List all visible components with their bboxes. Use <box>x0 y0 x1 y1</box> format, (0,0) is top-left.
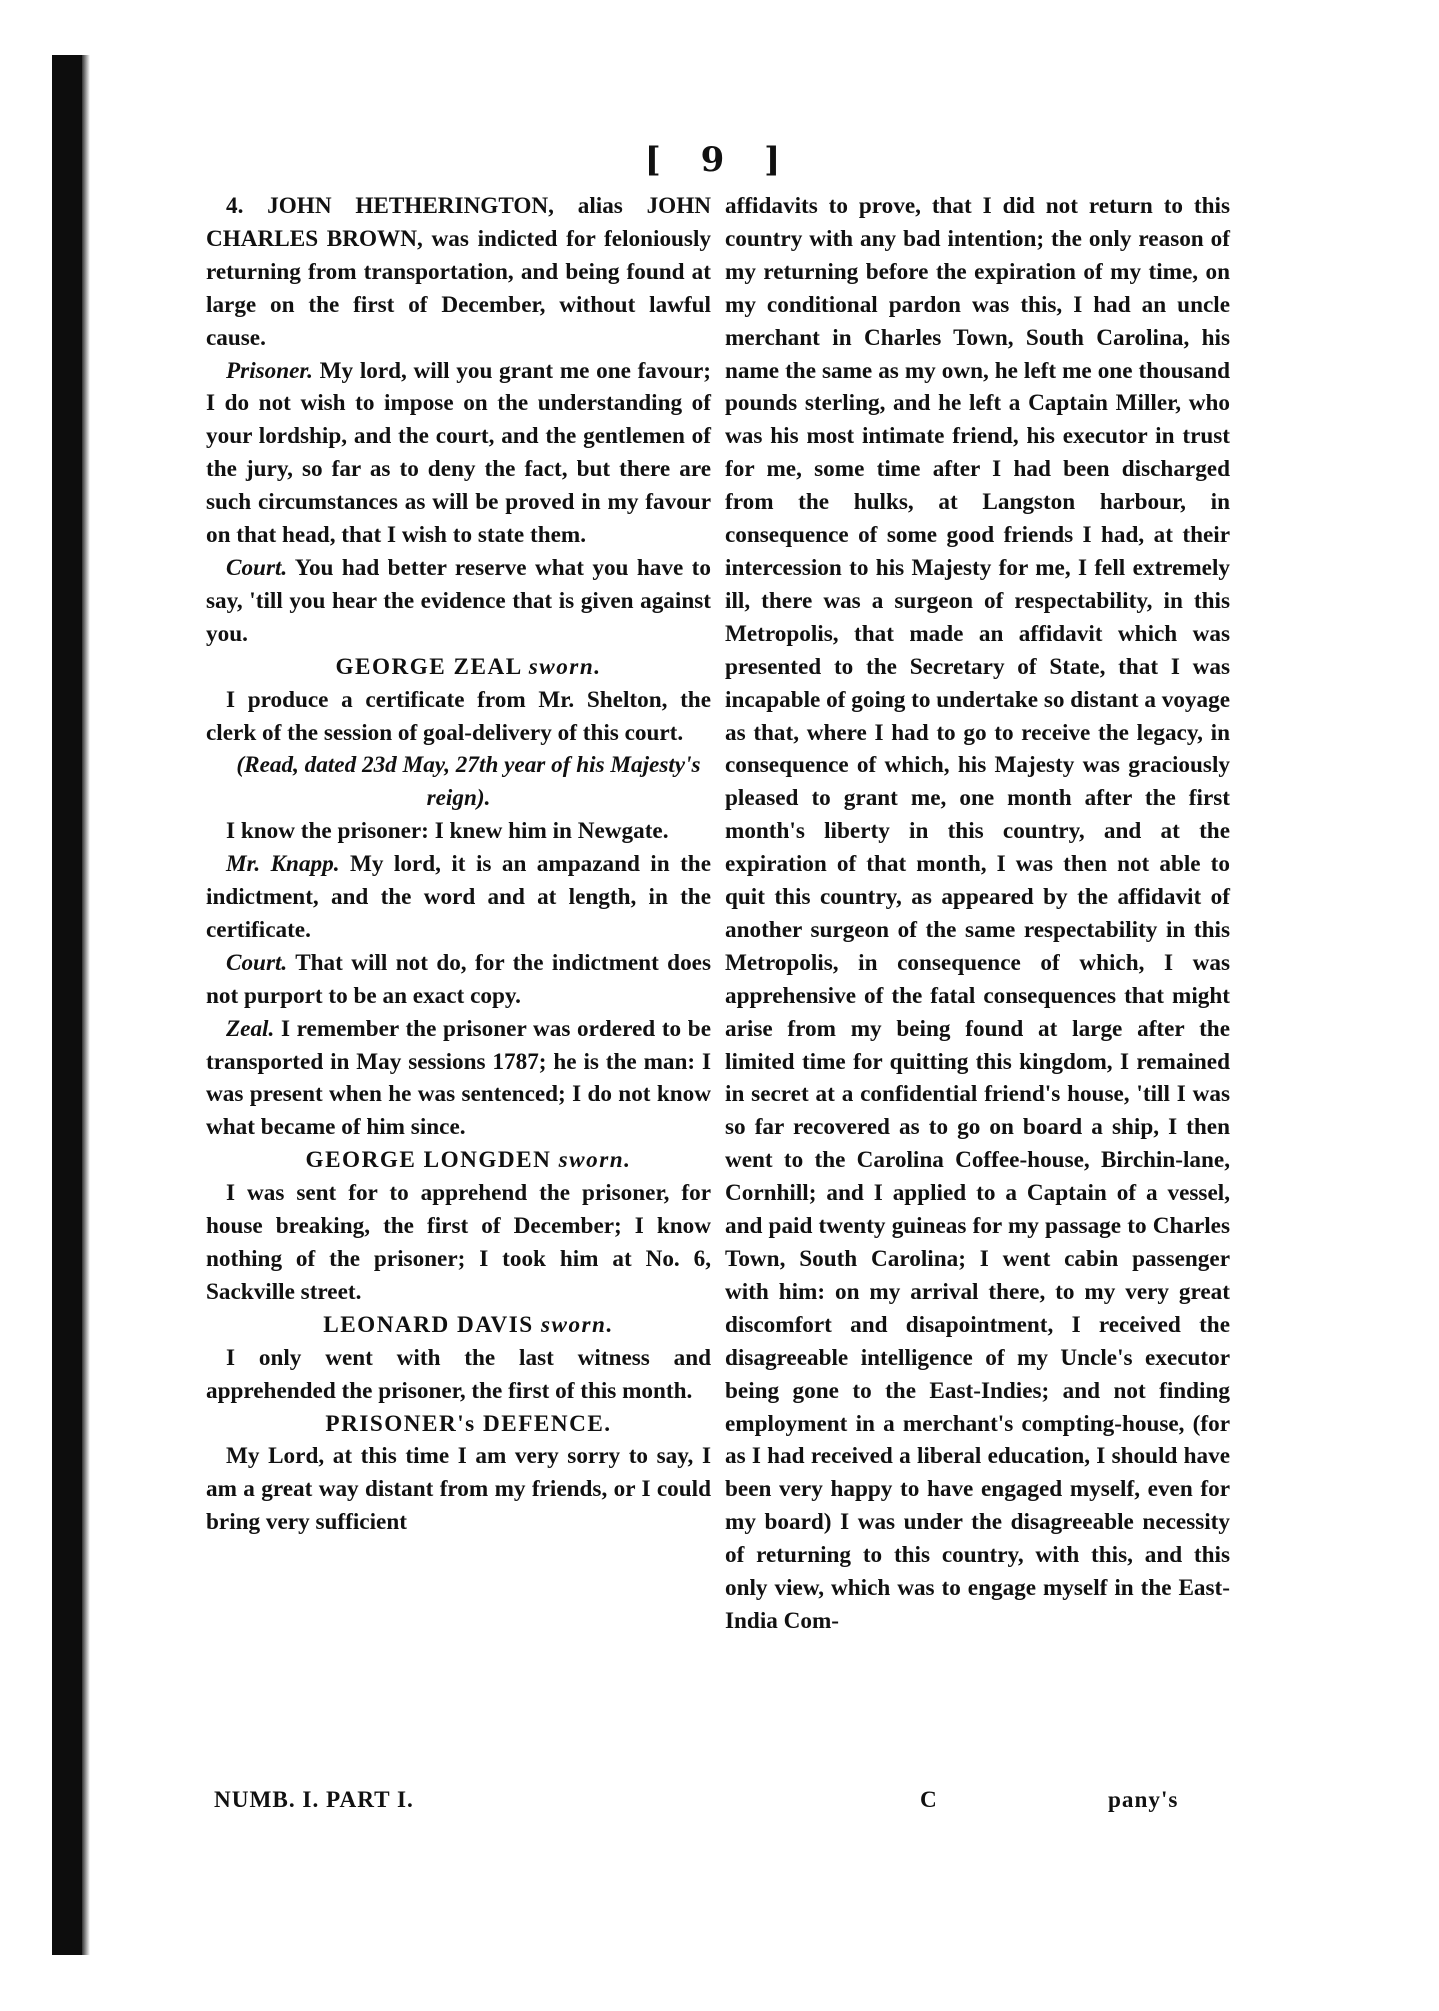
footer-catchword: pany's <box>1108 1787 1179 1813</box>
binding-shadow <box>82 55 90 1955</box>
speaker-name: Court. <box>226 949 288 976</box>
speech-text: That will not do, for the indictment does not purport to be an exact copy. <box>206 949 711 1009</box>
witness-heading <box>206 1408 711 1441</box>
text-paragraph: I produce a certificate from Mr. Shelton, the clerk of the session of goal-delivery of this court. <box>206 686 711 746</box>
speaker-name: Court. <box>226 554 288 581</box>
witness-heading <box>206 1144 711 1177</box>
text-paragraph: I know the prisoner: I knew him in Newgate. <box>226 818 669 845</box>
text-paragraph: My Lord, at this time I am very sorry to say, I am a great way distant from my friends, or I could bring very sufficient <box>206 1443 711 1536</box>
witness-name: GEORGE ZEAL <box>335 653 522 680</box>
footer-signature: C <box>920 1787 938 1813</box>
speech-paragraph <box>206 552 711 651</box>
witness-heading <box>206 1309 711 1342</box>
speech-paragraph <box>206 1013 711 1145</box>
right-column-text: affidavits to prove, that I did not return to this country with any bad intention; the only reason of my returning before the expiration of my time, on my conditional pardon was this, I had an uncle merchant in Charles Town, South Carolina, his name the same as my own, he left me one thousand pounds sterling, and he left a Captain Miller, who was his most intimate friend, his executor in trust for me, some time after I had been discharged from the hulks, at Langston harbour, in consequence of some good friends I had, at their intercession to his Majesty for me, I fell extremely ill, there was a surgeon of respectability, in this Metropolis, that made an affidavit which was presented to the Secretary of State, that I was incapable of going to undertake so distant a voyage as that, where I had to go to receive the legacy, in consequence of which, his Majesty was graciously pleased to grant me, one month after the first month's liberty in this country, and at the expiration of that month, I was then not able to quit this country, as appeared by the affidavit of another surgeon of the same respectability in this Metropolis, in consequence of which, I was apprehensive of the fatal consequences that might arise from my being found at large after the limited time for quitting this kingdom, I remained in secret at a confidential friend's house, 'till I was so far recovered as to go on board a ship, I then went to the Carolina Coffee-house, Birchin-lane, Cornhill; and I applied to a Captain of a vessel, and paid twenty guineas for my passage to Charles Town, South Carolina; I went cabin passenger with him: on my arrival there, to my very great discomfort and disapointment, I received the disagreeable intelligence of my Uncle's executor being gone to the East-Indies; and not finding employment in a merchant's compting-house, (for as I had received a liberal education, I should have been very happy to have engaged myself, even for my board) I was under the disagreeable necessity of returning to this country, with this, and this only view, which was to engage myself in the East-India Com- <box>725 193 1231 1634</box>
footer-part: NUMB. I. PART I. <box>214 1787 414 1813</box>
case-paragraph: 4. JOHN HETHERINGTON, alias JOHN CHARLES BROWN, was indicted for feloniously returning from transportation, and being found at large on the first of December, without lawful cause. <box>206 193 711 351</box>
witness-name: LEONARD DAVIS <box>323 1311 534 1338</box>
speech-text: My lord, it is an ampazand in the indictment, and the word and at length, in the certificate. <box>206 851 711 943</box>
read-note: (Read, dated 23d May, 27th year of his Majesty's reign). <box>236 752 701 812</box>
witness-name: GEORGE LONGDEN <box>305 1147 552 1174</box>
binding-edge <box>52 55 82 1955</box>
sworn-label: sworn. <box>558 1147 632 1174</box>
witness-name: PRISONER's DEFENCE. <box>325 1410 612 1437</box>
witness-heading <box>206 651 711 684</box>
speech-text: I remember the prisoner was ordered to be transported in May sessions 1787; he is the man: I was present when he was sentenced; I do not know what became of him since. <box>206 1015 711 1141</box>
text-paragraph: I only went with the last witness and apprehended the prisoner, the first of this month. <box>206 1344 711 1404</box>
text-paragraph: I was sent for to apprehend the prisoner, for house breaking, the first of December; I know nothing of the prisoner; I took him at No. 6, Sackville street. <box>206 1180 711 1305</box>
speech-text: My lord, will you grant me one favour; I do not wish to impose on the understanding of your lordship, and the court, and the gentlemen of the jury, so far as to deny the fact, but there are such circumstances as will be proved in my favour on that head, that I wish to state them. <box>206 357 711 549</box>
speech-paragraph <box>206 848 711 947</box>
speech-text: You had better reserve what you have to say, 'till you hear the evidence that is given against you. <box>206 554 711 647</box>
speaker-name: Prisoner. <box>226 357 313 384</box>
speech-paragraph <box>206 947 711 1013</box>
right-column <box>725 190 1230 1638</box>
sworn-label: sworn. <box>528 653 602 680</box>
sworn-label: sworn. <box>540 1311 614 1338</box>
speaker-name: Zeal. <box>226 1015 275 1042</box>
page-number: [ 9 ] <box>644 140 795 180</box>
speech-paragraph <box>206 355 711 552</box>
left-column <box>206 190 711 1539</box>
speaker-name: Mr. Knapp. <box>226 851 340 878</box>
